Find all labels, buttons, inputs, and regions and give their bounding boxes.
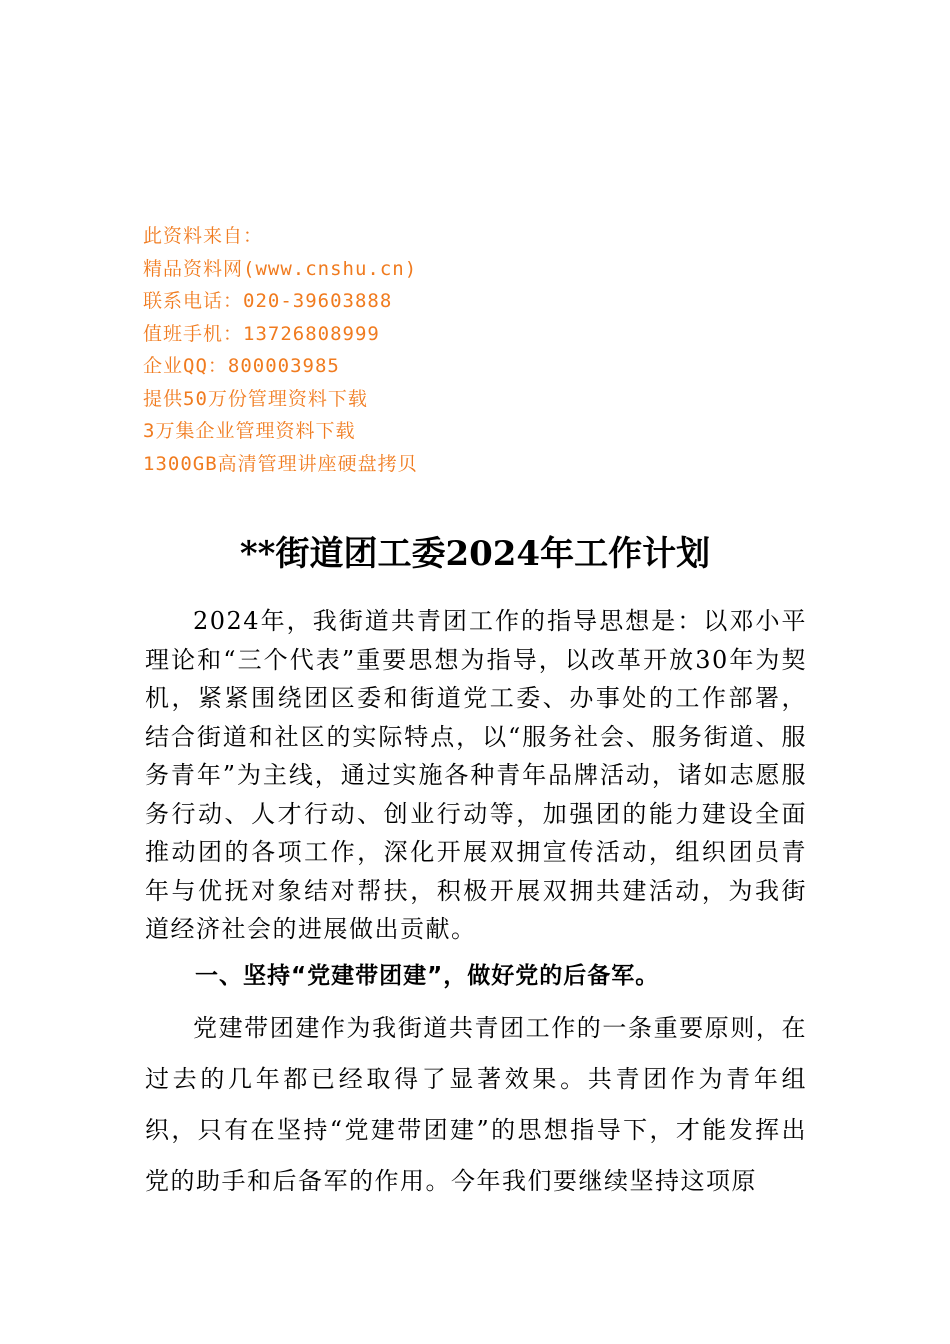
source-line-phone: 联系电话：020-39603888 (143, 290, 393, 312)
source-line-offer-3: 1300GB高清管理讲座硬盘拷贝 (143, 452, 418, 475)
source-line-offer-2: 3万集企业管理资料下载 (143, 420, 356, 442)
source-line-intro: 此资料来自： (143, 225, 264, 247)
source-info-block (143, 220, 643, 480)
body-paragraph-2: 党建带团建作为我街道共青团工作的一条重要原则，在过去的几年都已经取得了显著效果。共青团作为青年组织，只有在坚持“党建带团建”的思想指导下，才能发挥出党的助手和后备军的作用。今年我们要继续坚持这项原 (145, 1014, 807, 1195)
source-line-mobile: 值班手机：13726808999 (143, 322, 380, 345)
body-paragraph-1: 2024年，我街道共青团工作的指导思想是：以邓小平理论和“三个代表”重要思想为指导，以改革开放30年为契机，紧紧围绕团区委和街道党工委、办事处的工作部署，结合街道和社区的实际特点，以“服务社会、服务街道、服务青年”为主线，通过实施各种青年品牌活动，诸如志愿服务行动、人才行动、创业行动等，加强团的能力建设全面推动团的各项工作，深化开展双拥宣传活动，组织团员青年与优抚对象结对帮扶，积极开展双拥共建活动，为我街道经济社会的进展做出贡献。 (145, 607, 807, 943)
section-heading-1: 一、坚持“党建带团建”，做好党的后备军。 (195, 963, 660, 989)
document-title: **街道团工委2024年工作计划 (239, 534, 711, 574)
source-line-website: 精品资料网(www.cnshu.cn) (143, 257, 418, 280)
source-line-offer-1: 提供50万份管理资料下载 (143, 387, 368, 410)
source-line-qq: 企业QQ：800003985 (143, 355, 340, 377)
